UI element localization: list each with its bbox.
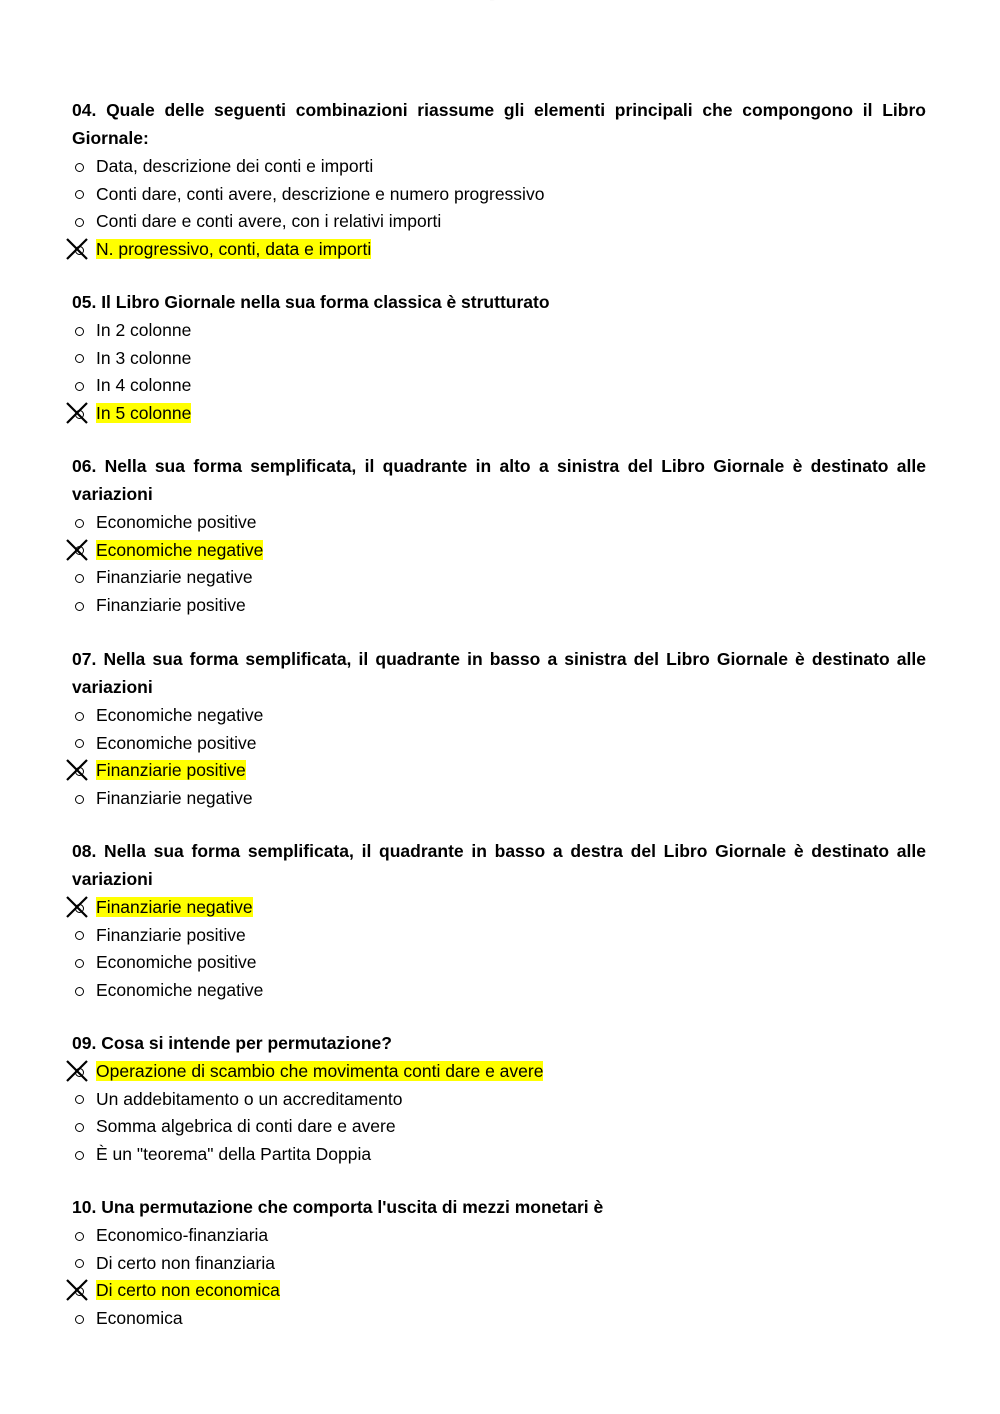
answer-option-correct[interactable] <box>72 894 926 922</box>
radio-bullet-icon[interactable] <box>73 922 85 950</box>
answer-option-label: Economiche positive <box>96 732 257 753</box>
question-block <box>72 1029 926 1168</box>
radio-bullet-icon[interactable] <box>73 181 85 209</box>
answer-option[interactable] <box>72 564 926 592</box>
cross-mark-icon <box>64 400 90 426</box>
answer-option[interactable] <box>72 1250 926 1278</box>
radio-bullet-icon[interactable] <box>73 785 85 813</box>
cross-mark-icon <box>64 1277 90 1303</box>
radio-bullet-icon[interactable] <box>73 372 85 400</box>
answer-option-label: In 5 colonne <box>96 402 192 423</box>
question-title: 07. Nella sua forma semplificata, il quadrante in basso a sinistra del Libro Giornale è destinato alle variazioni <box>72 649 926 697</box>
answer-option-label: Finanziarie positive <box>96 760 246 781</box>
answer-option-label: Finanziarie positive <box>96 924 246 945</box>
answer-option[interactable] <box>72 1141 926 1169</box>
question-block <box>72 288 926 427</box>
answer-option[interactable] <box>72 977 926 1005</box>
answer-option[interactable] <box>72 509 926 537</box>
question-block <box>72 645 926 812</box>
answer-option-label: Data, descrizione dei conti e importi <box>96 156 374 176</box>
answer-option-label: Finanziarie negative <box>96 787 253 808</box>
answer-option-correct[interactable] <box>72 236 926 264</box>
answer-option-label: Economiche negative <box>96 979 264 1000</box>
answer-option-label: Economiche positive <box>96 952 257 973</box>
cross-mark-icon <box>64 537 90 563</box>
radio-bullet-icon[interactable] <box>73 509 85 537</box>
cross-mark-icon <box>64 894 90 920</box>
answer-option-label: Di certo non finanziaria <box>96 1252 275 1273</box>
answer-option-label: Economiche negative <box>96 539 264 560</box>
radio-bullet-icon[interactable] <box>73 1250 85 1278</box>
answer-option-label: Somma algebrica di conti dare e avere <box>96 1116 396 1137</box>
answer-option-correct[interactable] <box>72 400 926 428</box>
radio-bullet-icon[interactable] <box>73 153 85 181</box>
answer-option-label: Conti dare e conti avere, con i relativi importi <box>96 211 442 232</box>
cross-mark-icon <box>64 236 90 262</box>
answer-option[interactable] <box>72 592 926 620</box>
answer-option-label: N. progressivo, conti, data e importi <box>96 238 372 259</box>
radio-bullet-icon[interactable] <box>73 1222 85 1250</box>
answer-option-correct[interactable] <box>72 1277 926 1305</box>
answer-option[interactable] <box>72 1113 926 1141</box>
answer-option-label: Un addebitamento o un accreditamento <box>96 1088 403 1109</box>
answer-option[interactable] <box>72 702 926 730</box>
answer-option-label: In 4 colonne <box>96 375 192 396</box>
cross-mark-icon <box>64 1058 90 1084</box>
header-mark: · · · · <box>490 0 495 2</box>
answer-option[interactable] <box>72 372 926 400</box>
answer-option[interactable] <box>72 208 926 236</box>
answer-option-label: In 2 colonne <box>96 320 192 340</box>
answer-option[interactable] <box>72 1086 926 1114</box>
answer-option-correct[interactable] <box>72 1058 926 1086</box>
radio-bullet-icon[interactable] <box>73 949 85 977</box>
radio-bullet-icon[interactable] <box>73 1305 85 1333</box>
question-block <box>72 837 926 1004</box>
radio-bullet-icon[interactable] <box>73 1141 85 1169</box>
answer-option-label: Economico-finanziaria <box>96 1225 269 1245</box>
answer-option[interactable] <box>72 1305 926 1333</box>
answer-option[interactable] <box>72 1222 926 1250</box>
radio-bullet-icon[interactable] <box>73 1113 85 1141</box>
answer-option[interactable] <box>72 730 926 758</box>
cross-mark-icon <box>64 757 90 783</box>
radio-bullet-icon[interactable] <box>73 564 85 592</box>
answer-option-correct[interactable] <box>72 757 926 785</box>
answer-option-label: Finanziarie negative <box>96 567 253 588</box>
question-title: 04. Quale delle seguenti combinazioni riassume gli elementi principali che compongono il Libro Giornale: <box>72 100 926 148</box>
radio-bullet-icon[interactable] <box>73 317 85 345</box>
answer-option[interactable] <box>72 153 926 181</box>
answer-option-correct[interactable] <box>72 537 926 565</box>
answer-option-label: In 3 colonne <box>96 347 192 368</box>
answer-option[interactable] <box>72 785 926 813</box>
question-title: 10. Una permutazione che comporta l'uscita di mezzi monetari è <box>72 1197 604 1217</box>
radio-bullet-icon[interactable] <box>73 702 85 730</box>
question-block <box>72 452 926 619</box>
answer-option-label: Economiche negative <box>96 705 264 725</box>
answer-option[interactable] <box>72 181 926 209</box>
answer-option-label: È un "teorema" della Partita Doppia <box>96 1143 372 1164</box>
answer-option[interactable] <box>72 949 926 977</box>
radio-bullet-icon[interactable] <box>73 977 85 1005</box>
answer-option-label: Finanziarie positive <box>96 594 246 615</box>
question-block <box>72 96 926 263</box>
question-title: 08. Nella sua forma semplificata, il quadrante in basso a destra del Libro Giornale è destinato alle variazioni <box>72 841 926 889</box>
answer-option-label: Operazione di scambio che movimenta conti dare e avere <box>96 1061 544 1081</box>
radio-bullet-icon[interactable] <box>73 1086 85 1114</box>
question-title: 05. Il Libro Giornale nella sua forma classica è strutturato <box>72 292 550 312</box>
answer-option-label: Economiche positive <box>96 512 257 532</box>
radio-bullet-icon[interactable] <box>73 730 85 758</box>
answer-option-label: Di certo non economica <box>96 1280 280 1301</box>
answer-option[interactable] <box>72 345 926 373</box>
radio-bullet-icon[interactable] <box>73 345 85 373</box>
answer-option[interactable] <box>72 317 926 345</box>
question-block <box>72 1193 926 1332</box>
answer-option-label: Economica <box>96 1307 183 1328</box>
answer-option-label: Finanziarie negative <box>96 897 253 917</box>
radio-bullet-icon[interactable] <box>73 208 85 236</box>
answer-option[interactable] <box>72 922 926 950</box>
question-title: 09. Cosa si intende per permutazione? <box>72 1033 392 1053</box>
question-title: 06. Nella sua forma semplificata, il quadrante in alto a sinistra del Libro Giornale è destinato alle variazioni <box>72 456 926 504</box>
answer-option-label: Conti dare, conti avere, descrizione e numero progressivo <box>96 183 545 204</box>
radio-bullet-icon[interactable] <box>73 592 85 620</box>
